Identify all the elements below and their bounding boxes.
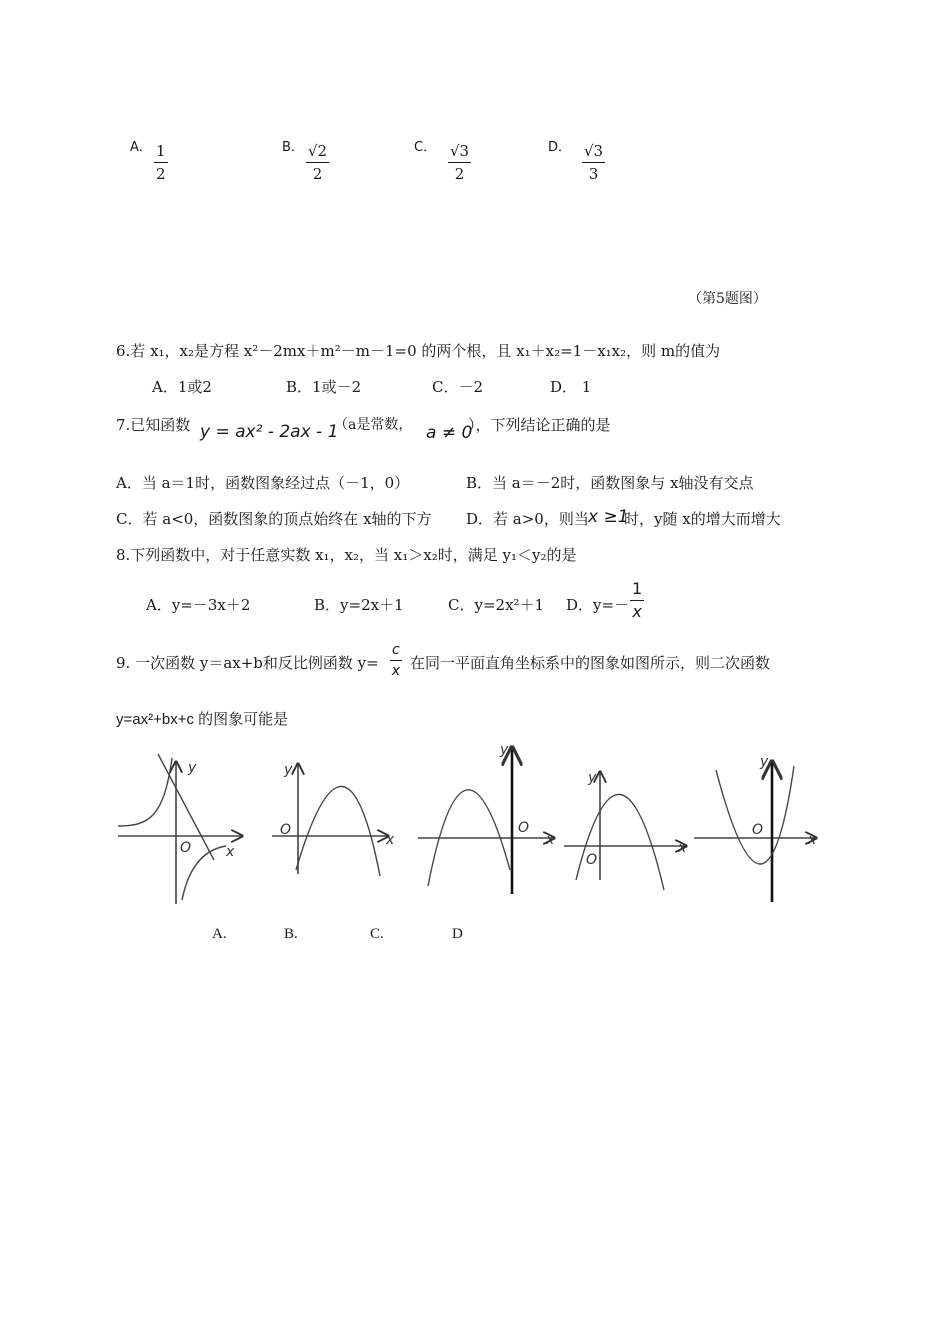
- q8-option-b: B．y=2x＋1: [314, 596, 404, 614]
- given-graph-y-label: y: [188, 760, 197, 776]
- q7-paren: （a是常数，: [334, 417, 413, 433]
- graph-d-origin: O: [752, 822, 764, 838]
- q5-option-d-letter: D．: [548, 140, 572, 155]
- graph-a-y-label: y: [284, 762, 293, 778]
- q7-condition: a ≠ 0: [426, 423, 473, 443]
- q5-option-d-fraction: $\frac{√3}{3}$: [584, 142, 604, 183]
- q9-choice-b: B.: [284, 926, 298, 942]
- q8-option-a: A．y=－3x＋2: [146, 596, 251, 614]
- q9-choice-d: D: [452, 926, 463, 942]
- q7-option-d-part2: 时，y随 x的增大而增大: [624, 510, 781, 528]
- q7-prefix: 7.已知函数: [116, 416, 191, 434]
- q7-option-c: C．若 a<0，函数图象的顶点始终在 x轴的下方: [116, 510, 432, 528]
- graph-d-x-label: x: [808, 832, 817, 848]
- graph-c-x-label: x: [678, 840, 687, 856]
- given-graph: [118, 754, 242, 904]
- q6-option-b: B．1或－2: [286, 378, 362, 396]
- graph-c-origin: O: [586, 852, 598, 868]
- q5-figure-caption: （第5题图）: [688, 291, 767, 307]
- graph-option-b: [418, 742, 555, 894]
- graph-a-origin: O: [280, 822, 292, 838]
- q8-option-c: C．y=2x²＋1: [448, 596, 545, 614]
- q5-option-b-fraction: $\frac{√2}{2}$: [308, 142, 328, 183]
- graph-option-a: [272, 762, 395, 876]
- q7-option-d-formula: x ≥1: [588, 507, 629, 527]
- q7-formula: y = ax² - 2ax - 1: [200, 422, 339, 442]
- q7-option-d-part1: D．若 a>0，则当: [466, 510, 589, 528]
- q6-option-d: D． 1: [550, 378, 592, 396]
- q9-choice-c: C.: [370, 926, 384, 942]
- q5-option-b-letter: B．: [282, 140, 304, 155]
- graph-option-d: [694, 754, 817, 902]
- q9-graphs: [110, 740, 830, 910]
- given-graph-x-label: x: [226, 844, 235, 860]
- q9-fraction: $\frac{c}{x}$: [391, 642, 400, 679]
- graph-d-y-label: y: [760, 754, 769, 770]
- q7-option-b: B．当 a＝－2时，函数图象与 x轴没有交点: [466, 474, 754, 492]
- q9-choice-a: A.: [212, 926, 227, 942]
- q5-option-a-letter: A．: [130, 140, 152, 155]
- graph-b-x-label: x: [546, 832, 555, 848]
- q8-option-d-fraction: $\frac{1}{x}$: [632, 579, 643, 621]
- q7-option-a: A．当 a＝1时，函数图象经过点（－1，0）: [116, 474, 410, 492]
- q6-option-a: A．1或2: [152, 378, 212, 396]
- graph-a-x-label: x: [386, 832, 395, 848]
- graph-b-y-label: y: [500, 742, 509, 758]
- q6-option-c: C．－2: [432, 378, 484, 396]
- q8-stem: 8.下列函数中，对于任意实数 x₁，x₂，当 x₁＞x₂时，满足 y₁＜y₂的是: [116, 546, 577, 564]
- q6-stem: 6.若 x₁，x₂是方程 x²－2mx＋m²－m－1=0 的两个根，且 x₁＋x₂=1－x₁x₂，则 m的值为: [116, 342, 721, 360]
- graph-b-origin: O: [518, 820, 530, 836]
- q5-option-a-fraction: $\frac{1}{2}$: [156, 142, 166, 183]
- q5-option-c-fraction: $\frac{√3}{2}$: [450, 142, 470, 183]
- q9-stem-line2: y=ax²+bx+c 的图象可能是: [116, 711, 289, 728]
- q7-suffix: ），下列结论正确的是: [468, 416, 611, 434]
- q9-stem-part1: 9. 一次函数 y＝ax+b和反比例函数 y=: [116, 654, 379, 672]
- graph-option-c: [564, 770, 687, 890]
- graph-c-y-label: y: [588, 770, 597, 786]
- q8-option-d: D．y=－: [566, 596, 630, 614]
- q9-stem-part2: 在同一平面直角坐标系中的图象如图所示，则二次函数: [410, 654, 771, 672]
- given-graph-origin: O: [180, 840, 192, 856]
- q5-option-c-letter: C．: [414, 140, 437, 155]
